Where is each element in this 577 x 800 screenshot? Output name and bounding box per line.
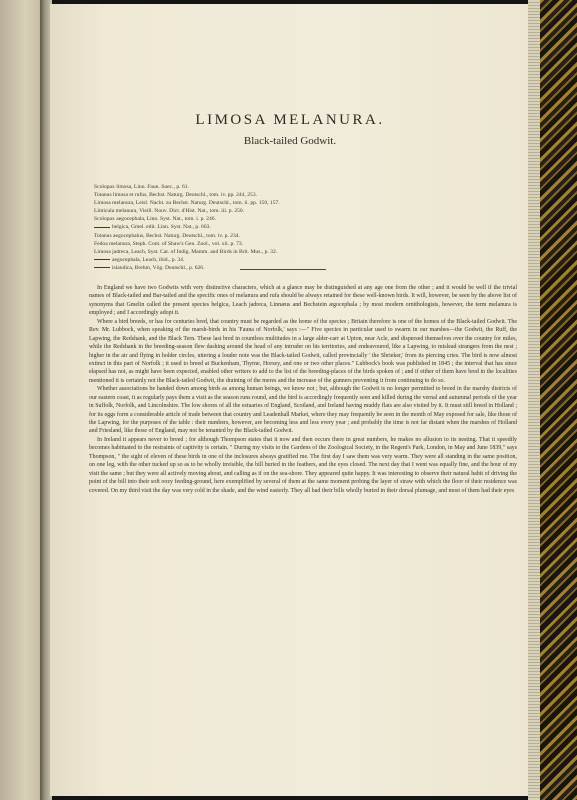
body-text: [89, 284, 517, 495]
page-subtitle: Black-tailed Godwit.: [243, 135, 337, 147]
section-divider: [240, 269, 326, 270]
synonym-entry: Totanus limosa et rufus, Bechst. Naturg. Deutschl., tom. iv. pp. 244, 253.: [94, 192, 258, 199]
synonym-entry-dashed: [94, 223, 514, 231]
paragraph: In England we have two Godwits with very distinctive characters, which at a glance may be distinguished at any age one from the other ; and it would be well if the trivial names of Black-tailed and Bar-tailed and the specific ones of melanura and rufa should be always retained for these well-known birds. It will, however, be seen by the above list of synonyms that Gmelin called the present species belgica, Leach jadreca, Linnæus and Bechstein ægocephala ; by most modern ornithologists, however, the term melanura is employed ; and I accordingly adopt it.: [89, 285, 517, 317]
synonym-entry: Scolopax aegocephala, Linn. Syst. Nat., tom. i. p. 246.: [94, 216, 216, 223]
synonym-entry: Scolopax limosa, Linn. Faun. Suec., p. 61.: [94, 184, 189, 190]
paragraph: Where a bird breeds, or has for centuries bred, that country must be regarded as the home of the species ; Britain therefore is one of the homes of the Black-tailed Godwit. The Rev. Mr. Lubbock, when speaking of the marsh-birds in his 'Fauna of Norfolk,' says :—" Five species in particular used to swarm in our marshes—the Godwit, the Ruff, the Lapwing, the Redshank, and the Black Tern. These last bred in countless multitudes in a large alder-carr at Upton, near Acle, and dispersed themselves over the country for miles, while the Redshank in the breeding-season flew dashing around the head of any intruder on his territories, and endeavoured, like a Lapwing, to mislead strangers from the nest ; higher in the air and flying in holder circles, uttering a louder note was the Black-tailed Godwit, called provincially ' the Shrieker,' from its piercing cries. The bird is now almost extinct in this part of Norfolk ; it used to breed at Buckenham, Thyrne, Horsey, and one or two other places." Lubbock's book was published in 1845 ; the interval that has since elapsed has not, as might have been expected, enabled other writers to add to the list of the breeding-places of the birds spoken of ; and if either of them have bred in the localities mentioned it is certainly not the Black-tailed Godwit, the draining of the meres and the increase of the gunners preventing it from continuing to do so.: [89, 318, 517, 384]
ditto-dash: [94, 227, 110, 228]
synonym-list: [94, 183, 514, 272]
synonym-text: belgica, Gmel. edit. Linn. Syst. Nat., p. 663.: [112, 224, 211, 231]
synonym-entry: Limosa melanura, Leisl. Nacht. zu Bechst. Naturg. Deutschl., tom. ii. pp. 150, 157.: [94, 200, 280, 207]
synonym-entry: Limicula melanura, Vieill. Nouv. Dict. d'Hist. Nat., tom. iii. p. 250.: [94, 208, 245, 215]
page-title: LIMOSA MELANURA.: [195, 112, 385, 128]
synonym-text: aegocephala, Leach, ibid., p. 34.: [112, 256, 185, 263]
synonym-entry: Limosa jadreca, Leach, Syst. Cat. of Indig. Mamm. and Birds in Brit. Mus., p. 32.: [94, 248, 278, 255]
paragraph: In Ireland it appears never to breed ; for although Thompson states that it now and then occurs there in great numbers, he makes no allusion to its nesting. That it speedily becomes habituated to the restraints of captivity is certain. " During my visits to the Gardens of the Zoological Society, in the Regent's Park, London, in May and June 1839," says Thompson, " the sight of eleven of these birds in one of the inclosures always gratified me. The first day I saw them was very warm. They were all standing in the same position, on one leg, with the other tucked up so as to be wholly invisible, the bill buried in the feathers, and the eyes closed. The next day that I went was equally fine, and the hour of my visit the same ; but they were all actively moving about, and calling as if on the sea-shore. They appeared quite happy. It was interesting to observe their natural habit of driving the point of the bill into their soft oozy feeding-ground, here exemplified by several of them at the same moment probing the layer of straw with which the floor of their residence was covered. On my third visit the day was very cold in the shade, and the wind easterly. They all had their bills wholly buried in their dorsal plumage, and most of them had their eyes: [89, 436, 517, 494]
marbled-edge: [540, 0, 577, 800]
synonym-entry: Fedoa melanura, Steph. Cont. of Shaw's Gen. Zool., vol. xii. p. 73.: [94, 240, 244, 247]
synonym-entry: Totanus aegocephalus, Bechst. Naturg. Deutschl., tom. iv. p. 234.: [94, 232, 240, 239]
ditto-dash: [94, 259, 110, 260]
ditto-dash: [94, 267, 110, 268]
page-edges: [528, 0, 540, 800]
synonym-entry-dashed: [94, 264, 514, 272]
synonym-entry-dashed: [94, 256, 514, 264]
synonym-text: islandica, Brehm, Vög. Deutschl., p. 626.: [112, 264, 205, 271]
paragraph: Whether associations be handed down among birds as among human beings, we know not ; but, although the Godwit is no longer permitted to breed in the marshy districts of our eastern coast, it as regularly pays them a visit as the season runs round, and the bird is accordingly frequently seen and killed during the vernal and autumnal periods of the year in Suffolk, Norfolk, and Lincolnshire. The low shores of all the estuaries of England, Scotland, and Ireland having muddy flats are also visited by it. It must still breed in Holland ; for its eggs form a considerable article of trade between that country and Leadenhall Market, where they may frequently be seen in the month of May exposed for sale, like those of the Lapwing, for the purposes of the table : their numbers, however, are becoming less and less every year ; and probably the time is not far distant when the marshes of Holland and Friesland, like those of England, may not be tenanted by the Black-tailed Godwit.: [89, 386, 517, 435]
